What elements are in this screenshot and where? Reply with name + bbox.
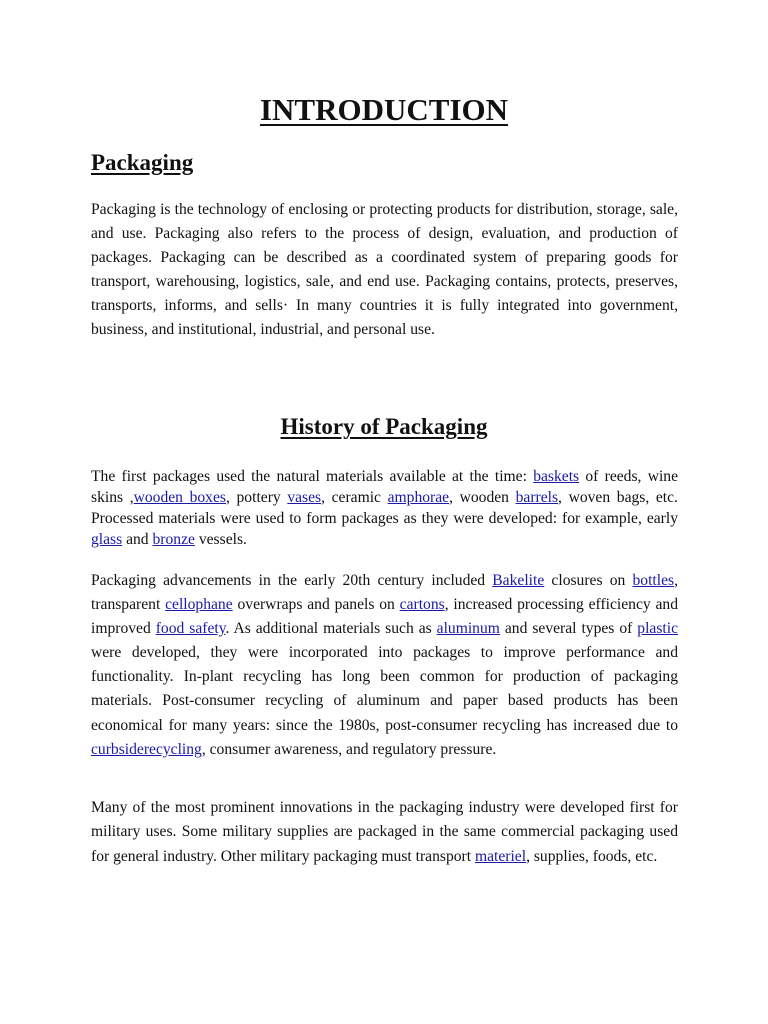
- link-barrels[interactable]: barrels: [515, 489, 559, 506]
- text-run: , transparent: [91, 572, 678, 614]
- text-run: and several types of: [499, 620, 638, 638]
- history-paragraph-2: [91, 569, 678, 762]
- page-title: INTRODUCTION: [259, 92, 509, 127]
- packaging-heading: Packaging: [91, 150, 194, 175]
- text-run: , consumer awareness, and regulatory pressure.: [201, 740, 497, 758]
- link-cartons[interactable]: cartons: [399, 596, 445, 614]
- text-run: , supplies, foods, etc.: [526, 847, 658, 865]
- link-aluminum[interactable]: aluminum: [436, 620, 500, 638]
- link-bronze[interactable]: bronze: [152, 531, 195, 548]
- history-paragraph-1: [91, 466, 678, 550]
- text-run: , woven bags, etc. Processed materials were used to form packages as they were developed: for example, early: [91, 489, 678, 527]
- text-run: of reeds, wine skins ,: [91, 468, 679, 506]
- text-run: closures on: [544, 572, 633, 589]
- text-run: , ceramic: [321, 489, 388, 506]
- text-run: were developed, they were incorporated into packages to improve performance and functionality. In-plant recycling has long been common for production of packaging materials. Post-consumer recycling of aluminum and paper based products has been economical for many years: since the 1980s, post-consumer recycling has increased due to: [91, 644, 678, 734]
- history-paragraph-3: [91, 796, 678, 869]
- text-run: Packaging advancements in the early 20th century included: [91, 572, 493, 589]
- text-run: overwraps and panels on: [232, 596, 400, 614]
- history-heading: History of Packaging: [280, 414, 488, 439]
- link-bottles[interactable]: bottles: [632, 572, 675, 589]
- link-vases[interactable]: vases: [287, 489, 322, 506]
- text-run: and: [122, 531, 153, 548]
- link-curbside-recycling[interactable]: curbsiderecycling: [91, 740, 202, 758]
- text-run: , pottery: [225, 489, 288, 506]
- link-wooden-boxes[interactable]: wooden boxes: [133, 489, 226, 506]
- link-cellophane[interactable]: cellophane: [165, 596, 233, 614]
- text-run: . As additional materials such as: [225, 620, 437, 638]
- link-bakelite[interactable]: Bakelite: [492, 572, 545, 589]
- text-run: Many of the most prominent innovations in the packaging industry were developed first for military uses. Some military supplies are packaged in the same commercial packaging used for general industry. Other military packaging must transport: [91, 799, 678, 865]
- link-plastic[interactable]: plastic: [637, 620, 678, 638]
- link-amphorae[interactable]: amphorae: [387, 489, 450, 506]
- text-run: , increased processing efficiency and improved: [91, 596, 679, 638]
- link-glass[interactable]: glass: [91, 531, 123, 548]
- link-baskets[interactable]: baskets: [533, 468, 580, 485]
- link-food-safety[interactable]: food safety: [155, 620, 226, 638]
- link-materiel[interactable]: materiel: [474, 847, 527, 865]
- packaging-paragraph: Packaging is the technology of enclosing or protecting products for distribution, storage, sale, and use. Packaging also refers to the process of design, evaluation, and production of packages. Packaging can be described as a coordinated system of preparing goods for transport, warehousing, logistics, sale, and end use. Packaging contains, protects, preserves, transports, informs, and sells· In many countries it is fully integrated into government, business, and institutional, industrial, and personal use.: [91, 201, 678, 338]
- text-run: vessels.: [194, 531, 247, 548]
- text-run: , wooden: [449, 489, 516, 506]
- text-run: The first packages used the natural materials available at the time:: [91, 468, 534, 485]
